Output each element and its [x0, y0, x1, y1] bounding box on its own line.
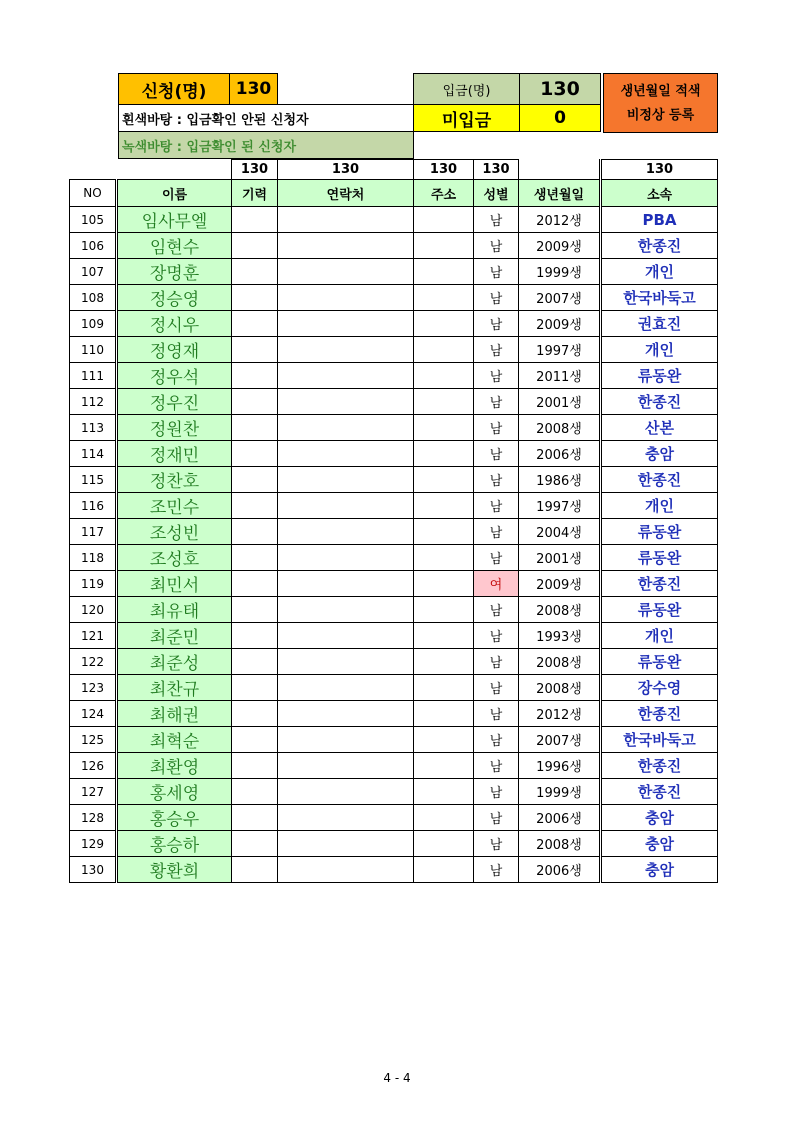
row-number: 114 — [70, 441, 117, 467]
row-name: 정재민 — [117, 441, 232, 467]
row-affiliation: 권효진 — [601, 311, 718, 337]
row-contact — [278, 337, 414, 363]
row-gender: 남 — [474, 415, 519, 441]
row-gender: 남 — [474, 545, 519, 571]
abnormal-registration-note: 비정상 등록 — [603, 104, 718, 133]
row-skill — [232, 519, 278, 545]
table-row — [70, 623, 718, 649]
table-row — [70, 363, 718, 389]
row-gender: 남 — [474, 337, 519, 363]
row-affiliation: 류동완 — [601, 363, 718, 389]
row-gender: 남 — [474, 311, 519, 337]
row-birth: 2009생 — [519, 233, 601, 259]
row-gender: 남 — [474, 623, 519, 649]
row-affiliation: 충암 — [601, 441, 718, 467]
table-row — [70, 207, 718, 233]
row-address — [414, 493, 474, 519]
applicants-table — [69, 159, 718, 883]
header-row — [70, 180, 718, 207]
green-background-legend: 녹색바탕 : 입금확인 된 신청자 — [118, 131, 414, 159]
row-affiliation: 개인 — [601, 493, 718, 519]
row-gender: 남 — [474, 441, 519, 467]
row-gender: 남 — [474, 675, 519, 701]
row-birth: 2009생 — [519, 311, 601, 337]
row-birth: 1999생 — [519, 779, 601, 805]
row-skill — [232, 753, 278, 779]
row-address — [414, 415, 474, 441]
row-birth: 1997생 — [519, 493, 601, 519]
table-row — [70, 805, 718, 831]
row-contact — [278, 779, 414, 805]
unpaid-count: 0 — [519, 104, 601, 132]
row-affiliation: 한종진 — [601, 753, 718, 779]
table-row — [70, 311, 718, 337]
row-birth: 1997생 — [519, 337, 601, 363]
table-row — [70, 649, 718, 675]
row-gender: 남 — [474, 805, 519, 831]
row-number: 120 — [70, 597, 117, 623]
row-number: 111 — [70, 363, 117, 389]
row-number: 123 — [70, 675, 117, 701]
row-name: 최환영 — [117, 753, 232, 779]
row-affiliation: 충암 — [601, 805, 718, 831]
table-row — [70, 493, 718, 519]
row-birth: 2012생 — [519, 207, 601, 233]
row-birth: 1999생 — [519, 259, 601, 285]
row-affiliation: 개인 — [601, 259, 718, 285]
row-skill — [232, 467, 278, 493]
row-number: 107 — [70, 259, 117, 285]
row-address — [414, 441, 474, 467]
row-gender: 남 — [474, 779, 519, 805]
row-gender: 남 — [474, 519, 519, 545]
row-skill — [232, 233, 278, 259]
row-skill — [232, 597, 278, 623]
row-birth: 2008생 — [519, 597, 601, 623]
row-name: 최준민 — [117, 623, 232, 649]
table-row — [70, 337, 718, 363]
row-name: 정시우 — [117, 311, 232, 337]
row-affiliation: 한종진 — [601, 389, 718, 415]
count-cell: 130 — [474, 160, 519, 180]
header-skill: 기력 — [232, 180, 278, 207]
row-gender: 남 — [474, 389, 519, 415]
row-contact — [278, 363, 414, 389]
paid-label: 입금(명) — [413, 73, 520, 105]
header-address: 주소 — [414, 180, 474, 207]
row-number: 127 — [70, 779, 117, 805]
row-affiliation: 한종진 — [601, 701, 718, 727]
row-skill — [232, 727, 278, 753]
row-birth: 1986생 — [519, 467, 601, 493]
count-blank — [519, 160, 601, 180]
row-address — [414, 467, 474, 493]
row-birth: 2009생 — [519, 571, 601, 597]
row-birth: 2004생 — [519, 519, 601, 545]
row-contact — [278, 675, 414, 701]
row-address — [414, 545, 474, 571]
row-number: 125 — [70, 727, 117, 753]
row-contact — [278, 207, 414, 233]
row-address — [414, 337, 474, 363]
row-gender: 남 — [474, 285, 519, 311]
table-row — [70, 571, 718, 597]
row-contact — [278, 311, 414, 337]
row-skill — [232, 857, 278, 883]
row-affiliation: 개인 — [601, 337, 718, 363]
row-number: 110 — [70, 337, 117, 363]
row-name: 정승영 — [117, 285, 232, 311]
header-no: NO — [70, 180, 117, 207]
table-row — [70, 701, 718, 727]
row-skill — [232, 259, 278, 285]
row-skill — [232, 441, 278, 467]
row-birth: 2006생 — [519, 857, 601, 883]
row-affiliation: 류동완 — [601, 597, 718, 623]
row-affiliation: PBA — [601, 207, 718, 233]
table-row — [70, 415, 718, 441]
row-birth: 2007생 — [519, 285, 601, 311]
row-number: 119 — [70, 571, 117, 597]
table-row — [70, 259, 718, 285]
row-gender: 남 — [474, 233, 519, 259]
row-affiliation: 한국바둑고 — [601, 285, 718, 311]
row-contact — [278, 259, 414, 285]
row-name: 조성호 — [117, 545, 232, 571]
row-skill — [232, 571, 278, 597]
count-cell: 130 — [232, 160, 278, 180]
table-row — [70, 675, 718, 701]
row-birth: 2008생 — [519, 415, 601, 441]
row-birth: 2008생 — [519, 831, 601, 857]
row-name: 정영재 — [117, 337, 232, 363]
table-row — [70, 389, 718, 415]
count-blank — [117, 160, 232, 180]
table-row — [70, 727, 718, 753]
row-number: 117 — [70, 519, 117, 545]
row-name: 임현수 — [117, 233, 232, 259]
row-number: 113 — [70, 415, 117, 441]
row-address — [414, 649, 474, 675]
row-affiliation: 장수영 — [601, 675, 718, 701]
row-affiliation: 류동완 — [601, 649, 718, 675]
row-number: 130 — [70, 857, 117, 883]
row-skill — [232, 363, 278, 389]
row-number: 105 — [70, 207, 117, 233]
row-address — [414, 311, 474, 337]
row-number: 124 — [70, 701, 117, 727]
unpaid-label: 미입금 — [413, 104, 520, 132]
paid-count: 130 — [519, 73, 601, 105]
row-contact — [278, 857, 414, 883]
row-name: 정원찬 — [117, 415, 232, 441]
row-gender: 남 — [474, 493, 519, 519]
row-number: 106 — [70, 233, 117, 259]
row-affiliation: 한종진 — [601, 233, 718, 259]
row-name: 최찬규 — [117, 675, 232, 701]
birth-red-note: 생년월일 적색 — [603, 73, 718, 105]
row-address — [414, 389, 474, 415]
row-address — [414, 285, 474, 311]
row-skill — [232, 545, 278, 571]
row-contact — [278, 285, 414, 311]
row-contact — [278, 545, 414, 571]
row-name: 정찬호 — [117, 467, 232, 493]
row-address — [414, 831, 474, 857]
row-affiliation: 산본 — [601, 415, 718, 441]
row-skill — [232, 805, 278, 831]
row-contact — [278, 389, 414, 415]
count-blank — [70, 160, 117, 180]
row-address — [414, 259, 474, 285]
row-birth: 1993생 — [519, 623, 601, 649]
row-gender: 남 — [474, 259, 519, 285]
row-contact — [278, 597, 414, 623]
row-gender: 남 — [474, 207, 519, 233]
row-gender: 남 — [474, 701, 519, 727]
row-gender: 남 — [474, 597, 519, 623]
row-skill — [232, 389, 278, 415]
row-name: 조성빈 — [117, 519, 232, 545]
row-number: 128 — [70, 805, 117, 831]
row-affiliation: 충암 — [601, 831, 718, 857]
row-address — [414, 233, 474, 259]
table-row — [70, 519, 718, 545]
row-birth: 2012생 — [519, 701, 601, 727]
row-contact — [278, 233, 414, 259]
count-cell: 130 — [414, 160, 474, 180]
applicants-label: 신청(명) — [118, 73, 230, 105]
row-name: 홍승우 — [117, 805, 232, 831]
row-birth: 2001생 — [519, 389, 601, 415]
row-number: 115 — [70, 467, 117, 493]
row-birth: 2007생 — [519, 727, 601, 753]
row-name: 최유태 — [117, 597, 232, 623]
row-contact — [278, 805, 414, 831]
applicants-count: 130 — [229, 73, 278, 105]
row-birth: 2008생 — [519, 649, 601, 675]
row-gender: 여 — [474, 571, 519, 597]
count-cell: 130 — [278, 160, 414, 180]
row-contact — [278, 649, 414, 675]
table-row — [70, 779, 718, 805]
row-affiliation: 한종진 — [601, 779, 718, 805]
row-affiliation: 류동완 — [601, 545, 718, 571]
row-birth: 1996생 — [519, 753, 601, 779]
row-skill — [232, 285, 278, 311]
row-number: 122 — [70, 649, 117, 675]
row-address — [414, 363, 474, 389]
row-gender: 남 — [474, 831, 519, 857]
row-number: 112 — [70, 389, 117, 415]
row-number: 109 — [70, 311, 117, 337]
table-row — [70, 441, 718, 467]
row-gender: 남 — [474, 753, 519, 779]
row-address — [414, 805, 474, 831]
row-contact — [278, 493, 414, 519]
count-cell: 130 — [601, 160, 718, 180]
row-birth: 2001생 — [519, 545, 601, 571]
row-contact — [278, 571, 414, 597]
header-birth: 생년월일 — [519, 180, 601, 207]
row-skill — [232, 207, 278, 233]
row-address — [414, 701, 474, 727]
row-skill — [232, 337, 278, 363]
row-address — [414, 597, 474, 623]
row-affiliation: 한종진 — [601, 571, 718, 597]
row-number: 129 — [70, 831, 117, 857]
row-gender: 남 — [474, 727, 519, 753]
row-address — [414, 623, 474, 649]
row-number: 126 — [70, 753, 117, 779]
row-contact — [278, 519, 414, 545]
row-address — [414, 779, 474, 805]
page-number: 4 - 4 — [383, 1071, 411, 1085]
header-contact: 연락처 — [278, 180, 414, 207]
row-skill — [232, 675, 278, 701]
row-affiliation: 류동완 — [601, 519, 718, 545]
row-name: 정우석 — [117, 363, 232, 389]
row-name: 황환희 — [117, 857, 232, 883]
row-skill — [232, 701, 278, 727]
table-row — [70, 831, 718, 857]
row-gender: 남 — [474, 649, 519, 675]
table-row — [70, 233, 718, 259]
row-affiliation: 한종진 — [601, 467, 718, 493]
row-gender: 남 — [474, 857, 519, 883]
row-name: 장명훈 — [117, 259, 232, 285]
row-contact — [278, 441, 414, 467]
row-skill — [232, 649, 278, 675]
row-name: 정우진 — [117, 389, 232, 415]
table-row — [70, 467, 718, 493]
row-address — [414, 857, 474, 883]
row-contact — [278, 727, 414, 753]
header-gender: 성별 — [474, 180, 519, 207]
row-number: 116 — [70, 493, 117, 519]
row-name: 최해권 — [117, 701, 232, 727]
row-address — [414, 207, 474, 233]
row-number: 121 — [70, 623, 117, 649]
row-affiliation: 개인 — [601, 623, 718, 649]
row-contact — [278, 623, 414, 649]
row-address — [414, 519, 474, 545]
row-skill — [232, 415, 278, 441]
row-address — [414, 571, 474, 597]
row-name: 홍승하 — [117, 831, 232, 857]
row-contact — [278, 753, 414, 779]
row-affiliation: 한국바둑고 — [601, 727, 718, 753]
row-address — [414, 753, 474, 779]
header-affiliation: 소속 — [601, 180, 718, 207]
row-birth: 2006생 — [519, 441, 601, 467]
header-name: 이름 — [117, 180, 232, 207]
row-address — [414, 727, 474, 753]
row-name: 최혁순 — [117, 727, 232, 753]
row-skill — [232, 311, 278, 337]
row-number: 118 — [70, 545, 117, 571]
row-gender: 남 — [474, 467, 519, 493]
row-number: 108 — [70, 285, 117, 311]
row-affiliation: 충암 — [601, 857, 718, 883]
row-contact — [278, 415, 414, 441]
row-contact — [278, 467, 414, 493]
row-birth: 2011생 — [519, 363, 601, 389]
row-address — [414, 675, 474, 701]
row-skill — [232, 831, 278, 857]
row-skill — [232, 623, 278, 649]
table-row — [70, 753, 718, 779]
row-skill — [232, 779, 278, 805]
row-skill — [232, 493, 278, 519]
row-name: 홍세영 — [117, 779, 232, 805]
row-name: 최민서 — [117, 571, 232, 597]
row-birth: 2006생 — [519, 805, 601, 831]
table-row — [70, 545, 718, 571]
row-birth: 2008생 — [519, 675, 601, 701]
row-name: 조민수 — [117, 493, 232, 519]
table-row — [70, 597, 718, 623]
row-name: 최준성 — [117, 649, 232, 675]
count-row — [70, 160, 718, 180]
row-name: 임사무엘 — [117, 207, 232, 233]
table-row — [70, 857, 718, 883]
table-row — [70, 285, 718, 311]
white-background-legend: 흰색바탕 : 입금확인 안된 신청자 — [118, 104, 414, 132]
row-gender: 남 — [474, 363, 519, 389]
row-contact — [278, 701, 414, 727]
row-contact — [278, 831, 414, 857]
